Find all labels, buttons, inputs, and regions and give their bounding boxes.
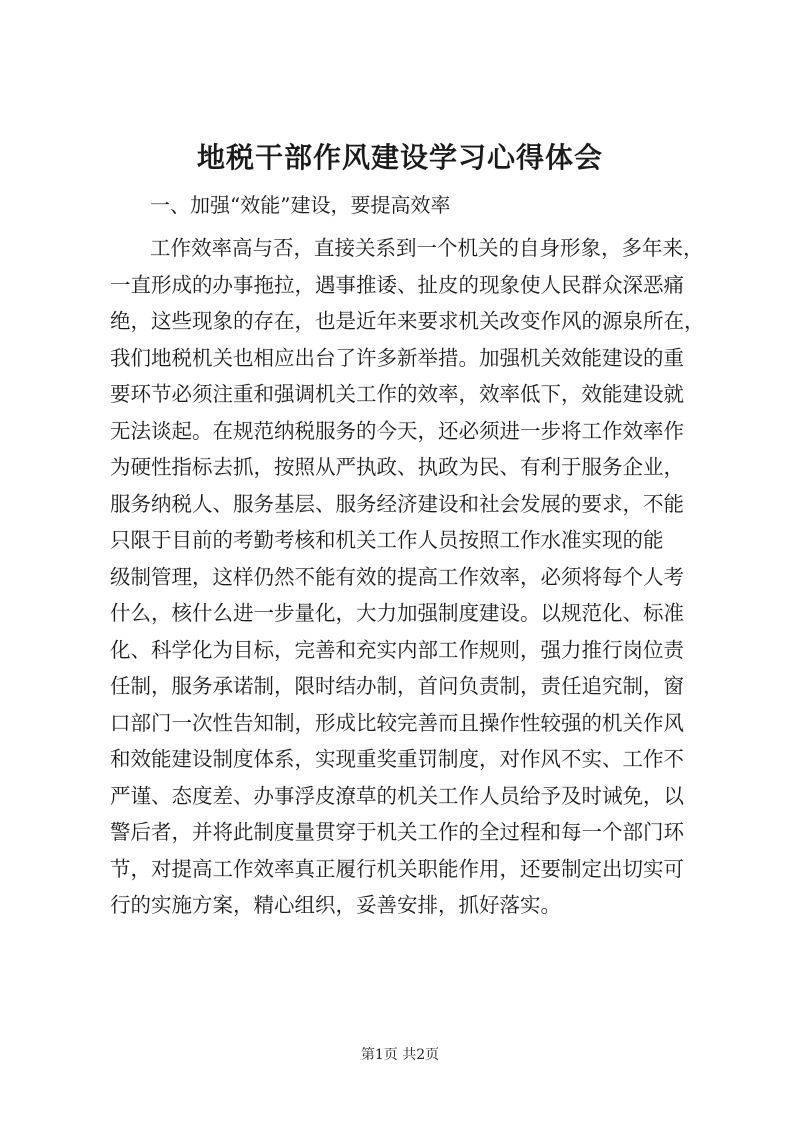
paragraph-line: 为硬性指标去抓，按照从严执政、执政为民、有利于服务企业， (110, 455, 684, 479)
paragraph-line: 只限于目前的考勤考核和机关工作人员按照工作水准实现的能 (110, 528, 664, 552)
page-indicator: 第1页 共2页 (360, 1047, 440, 1063)
paragraph-line: 化、科学化为目标，完善和充实内部工作规则，强力推行岗位责 (110, 637, 684, 662)
paragraph-line: 严谨、态度差、办事浮皮潦草的机关工作人员给予及时诫免，以 (110, 783, 684, 808)
paragraph-line: 口部门一次性告知制，形成比较完善而且操作性较强的机关作风 (110, 710, 684, 735)
paragraph-line: 警后者，并将此制度量贯穿于机关工作的全过程和每一个部门环 (110, 820, 684, 844)
paragraph-line: 和效能建设制度体系，实现重奖重罚制度，对作风不实、工作不 (110, 747, 684, 771)
paragraph-line: 服务纳税人、服务基层、服务经济建设和社会发展的要求，不能 (110, 491, 684, 516)
paragraph-line: 要环节必须注重和强调机关工作的效率，效率低下，效能建设就 (110, 382, 684, 406)
paragraph-line: 绝，这些现象的存在，也是近年来要求机关改变作风的源泉所在， (110, 309, 705, 333)
paragraph-line: 任制，服务承诺制，限时结办制，首问负责制，责任追究制，窗 (110, 674, 684, 698)
section-heading: 一、加强“效能”建设，要提高效率 (150, 193, 451, 217)
paragraph-line: 工作效率高与否，直接关系到一个机关的自身形象，多年来， (150, 236, 704, 260)
paragraph-line: 节，对提高工作效率真正履行机关职能作用，还要制定出切实可 (110, 856, 684, 881)
paragraph-line: 行的实施方案，精心组织，妥善安排，抓好落实。 (110, 893, 561, 917)
paragraph-line: 什么，核什么进一步量化，大力加强制度建设。以规范化、标准 (110, 601, 684, 625)
paragraph-line: 一直形成的办事拖拉，遇事推诿、扯皮的现象使人民群众深恶痛 (110, 272, 684, 297)
paragraph-line: 级制管理，这样仍然不能有效的提高工作效率，必须将每个人考 (110, 564, 684, 589)
body-paragraph (110, 230, 710, 924)
paragraph-line: 无法谈起。在规范纳税服务的今天，还必须进一步将工作效率作 (110, 418, 684, 443)
paragraph-line: 我们地税机关也相应出台了许多新举措。加强机关效能建设的重 (110, 345, 684, 370)
document-title: 地税干部作风建设学习心得体会 (196, 141, 603, 174)
